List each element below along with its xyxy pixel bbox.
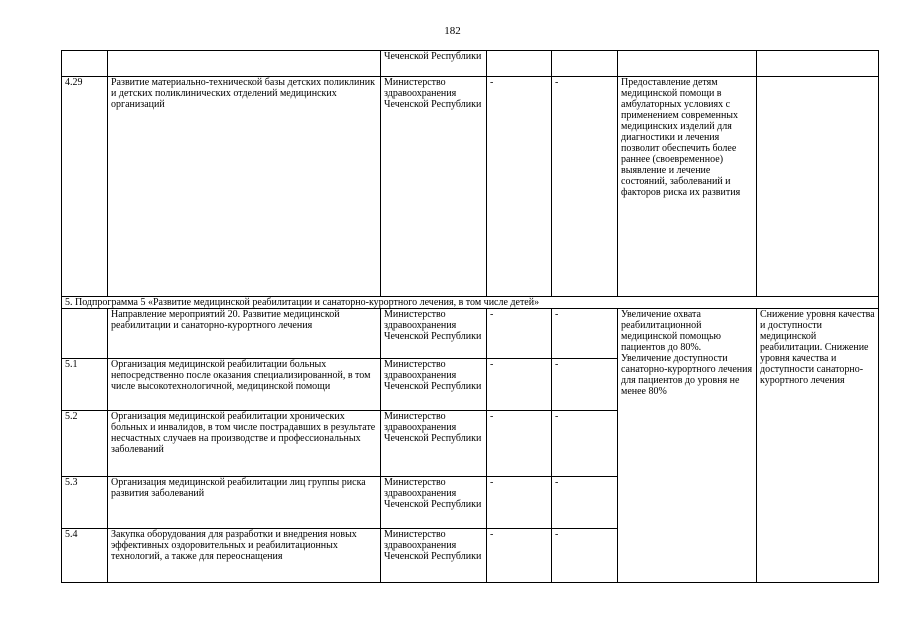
cell-end: - [552, 411, 618, 477]
cell-executor: Министерство здравоохранения Чеченской Республики [381, 77, 487, 297]
cell-code: 5.1 [62, 359, 108, 411]
cell-end: - [552, 477, 618, 529]
cell-end: - [552, 309, 618, 359]
cell-name: Закупка оборудования для разработки и внедрения новых эффективных оздоровительных и реабилитационных технологий, а также для переоснащения [108, 529, 381, 583]
cell-start: - [487, 309, 552, 359]
cell-executor: Министерство здравоохранения Чеченской Республики [381, 529, 487, 583]
cell-code: 4.29 [62, 77, 108, 297]
cell-start [487, 51, 552, 77]
cell-code: 5.4 [62, 529, 108, 583]
page-number: 182 [444, 25, 461, 37]
cell-result: Предоставление детям медицинской помощи в амбулаторных условиях с применением современных медицинских изделий для диагностики и лечения позволит обеспечить более раннее (своевременное) выявление и лечение состояний, заболеваний и факторов риска их развития [618, 77, 757, 297]
cell-start: - [487, 77, 552, 297]
cell-code: 5.3 [62, 477, 108, 529]
cell-end: - [552, 77, 618, 297]
cell-end [552, 51, 618, 77]
cell-name: Развитие материально-технической базы детских поликлиник и детских поликлинических отделений медицинских организаций [108, 77, 381, 297]
cell-name: Организация медицинской реабилитации лиц группы риска развития заболеваний [108, 477, 381, 529]
cell-code: 5.2 [62, 411, 108, 477]
cell-name: Организация медицинской реабилитации хронических больных и инвалидов, в том числе пострадавших в результате несчастных случаев на производстве и профессиональных заболеваний [108, 411, 381, 477]
cell-code [62, 309, 108, 359]
table-row-4-29 [62, 77, 879, 297]
cell-end: - [552, 359, 618, 411]
cell-code [62, 51, 108, 77]
cell-group-consequence: Снижение уровня качества и доступности медицинской реабилитации. Снижение уровня качества и доступности санаторно-курортного лечения [757, 309, 879, 583]
cell-result [618, 51, 757, 77]
cell-start: - [487, 411, 552, 477]
cell-name: Направление мероприятий 20. Развитие медицинской реабилитации и санаторно-курортного лечения [108, 309, 381, 359]
cell-consequence [757, 77, 879, 297]
cell-name: Организация медицинской реабилитации больных непосредственно после оказания специализированной, в том числе высокотехнологичной, медицинской помощи [108, 359, 381, 411]
cell-start: - [487, 359, 552, 411]
table-row-continuation [62, 51, 879, 77]
cell-name [108, 51, 381, 77]
program-table [61, 50, 879, 583]
cell-executor: Министерство здравоохранения Чеченской Республики [381, 411, 487, 477]
cell-start: - [487, 477, 552, 529]
cell-executor: Министерство здравоохранения Чеченской Республики [381, 477, 487, 529]
cell-end: - [552, 529, 618, 583]
table-row-section [62, 297, 879, 309]
section-title: 5. Подпрограмма 5 «Развитие медицинской реабилитации и санаторно-курортного лечения, в том числе детей» [62, 297, 879, 309]
cell-executor: Чеченской Республики [381, 51, 487, 77]
cell-group-result: Увеличение охвата реабилитационной медицинской помощью пациентов до 80%. Увеличение доступности санаторно-курортного лечения для пациентов до уровня не менее 80% [618, 309, 757, 583]
cell-start: - [487, 529, 552, 583]
cell-executor: Министерство здравоохранения Чеченской Республики [381, 359, 487, 411]
cell-executor: Министерство здравоохранения Чеченской Республики [381, 309, 487, 359]
cell-consequence [757, 51, 879, 77]
table-row-direction-20 [62, 309, 879, 359]
